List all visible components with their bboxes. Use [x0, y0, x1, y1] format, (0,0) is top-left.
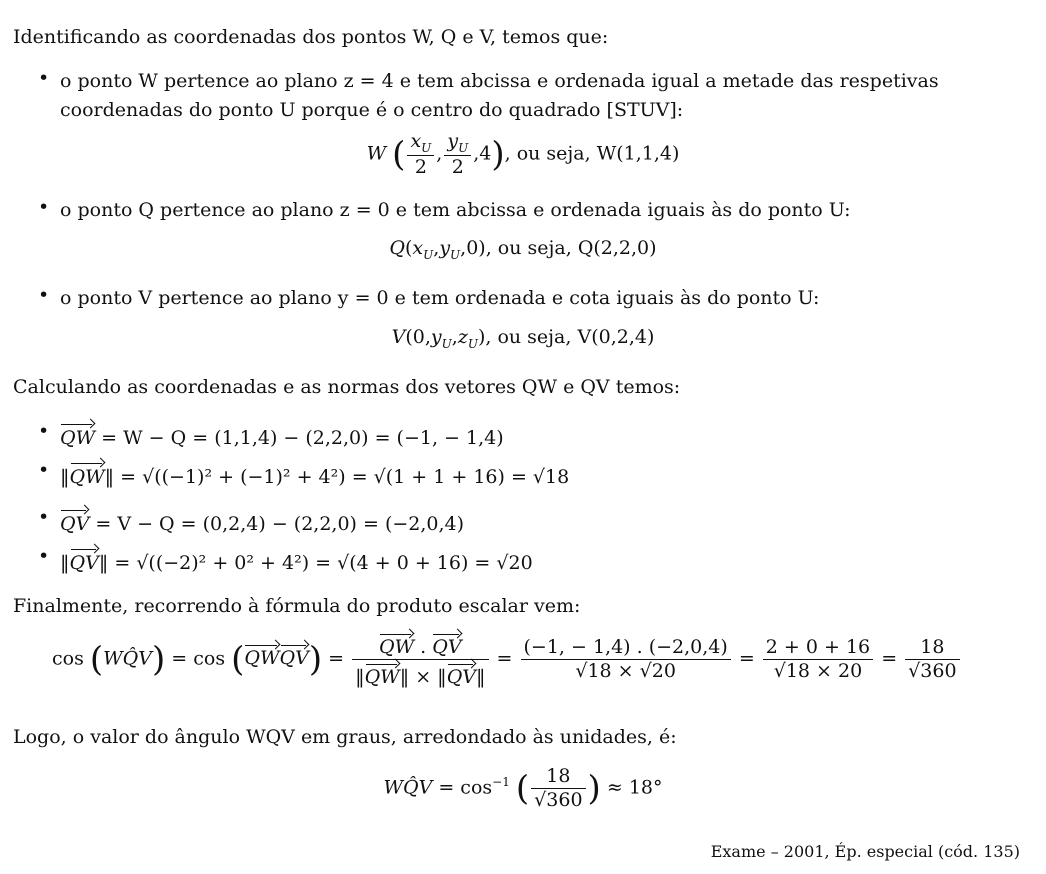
- bullet-icon: •: [38, 545, 50, 567]
- bullet-icon: •: [38, 506, 50, 528]
- final-intro-text: Finalmente, recorrendo à fórmula do produto escalar vem:: [13, 595, 581, 617]
- formula-v: $V(0,y_U,z_U)$, ou seja, V(0,2,4): [391, 326, 655, 351]
- bullet-v-text: o ponto V pertence ao plano y = 0 e tem ordenada e cota iguais às do ponto U:: [60, 287, 820, 309]
- connector-w: ou seja,: [516, 142, 591, 165]
- result-w: W(1,1,4): [596, 142, 680, 165]
- angle-result: ≈ 18°: [606, 776, 663, 799]
- document-page: Identificando as coordenadas dos pontos W, Q e V, temos que: • o ponto W pertence ao plano z = 4 e tem abcissa e ordenada igual a metade das respetivas coordenadas do ponto U porque é o centro do quadrado [STUV]: W ( $\frac{x_U}{2}$ , $\frac{y_U}{2}$ ,4), ou seja, W(1,1,4) • o ponto Q pertence ao plano z = 0 e tem abcissa e ordenada iguais às do ponto U: $Q(x_U,y_U,0)$, ou seja, Q(2,2,0) • o ponto V pertence ao plano y = 0 e tem ordenada e cota iguais às do ponto U: $V(0,y_U,z_U)$, ou seja, V(0,2,4) Calculando as coordenadas e as normas dos vetores QW e QV temos: • QW = W − Q = (1,1,4) − (2,2,0) = (−1, − 1,4) • ‖QW‖ = √((−1)² + (−1)² + 4²) = √(1 + 1 + 16) = √18 • QV = V − Q = (0,2,4) − (2,2,0) = (−2,0,4) • ‖QV‖ = √((−2)² + 0² + 4²) = √(4 + 0 + 16) = √20 Finalmente, recorrendo à fórmula do produto escalar vem: cos (WQ̂V) = cos (QWQV) = $\frac{QW . QV}{‖QW‖ \times ‖QV‖}$ = $\frac{(-1, - 1,4) . (-2,0,4)}{√18 \times √20}$ = $\frac{2 + 0 + 16}{√18 \times 20}$ = $\frac{18}{√360}$ Logo, o valor do ângulo WQV em graus, arredondado às unidades, é: WQ̂V = $\cos^{-1}$ ( $\frac{18}{√360}$ ) ≈ 18° Exame – 2001, Ép. especial (cód. 135): [0, 0, 1046, 874]
- cosine-formula: cos (WQ̂V) = cos (QWQV) = $\frac{QW . QV}{‖QW‖ \times ‖QV‖}$ = $\frac{(-1, - 1,4) . (-2,0,4)}{√18 \times √20}$ = $\frac{2 + 0 + 16}{√18 \times 20}$ = $\frac{18}{√360}$: [52, 630, 962, 689]
- source-footer: Exame – 2001, Ép. especial (cód. 135): [710, 842, 1020, 861]
- angle-intro-text: Logo, o valor do ângulo WQV em graus, arredondado às unidades, é:: [13, 726, 677, 748]
- calc-qv-norm: = √((−2)² + 0² + 4²) = √(4 + 0 + 16) = √20: [114, 552, 533, 574]
- bullet-icon: •: [38, 284, 50, 306]
- result-v: V(0,2,4): [577, 326, 655, 348]
- connector-v: ou seja,: [497, 326, 572, 348]
- calc-qw-norm: = √((−1)² + (−1)² + 4²) = √(1 + 1 + 16) = √18: [120, 466, 570, 488]
- bullet-icon: •: [38, 67, 50, 89]
- bullet-q-text: o ponto Q pertence ao plano z = 0 e tem abcissa e ordenada iguais às do ponto U:: [60, 199, 851, 221]
- formula-q: $Q(x_U,y_U,0)$, ou seja, Q(2,2,0): [389, 237, 657, 262]
- bullet-icon: •: [38, 420, 50, 442]
- calc-intro-text: Calculando as coordenadas e as normas dos vetores QW e QV temos:: [13, 376, 681, 398]
- bullet-icon: •: [38, 196, 50, 218]
- calc-qw: = W − Q = (1,1,4) − (2,2,0) = (−1, − 1,4): [101, 427, 504, 449]
- formula-w: W ( $\frac{x_U}{2}$ , $\frac{y_U}{2}$ ,4), ou seja, W(1,1,4): [366, 130, 680, 179]
- connector-q: ou seja,: [497, 237, 572, 259]
- intro-text: Identificando as coordenadas dos pontos W, Q e V, temos que:: [13, 26, 609, 48]
- calc-qv: = V − Q = (0,2,4) − (2,2,0) = (−2,0,4): [95, 513, 465, 535]
- bullet-w-text: o ponto W pertence ao plano z = 4 e tem abcissa e ordenada igual a metade das respetivas coordenadas do ponto U porque é o centro do quadrado [STUV]:: [60, 70, 939, 121]
- bullet-icon: •: [38, 459, 50, 481]
- result-q: Q(2,2,0): [577, 237, 657, 259]
- angle-formula: WQ̂V = $\cos^{-1}$ ( $\frac{18}{√360}$ ) ≈ 18°: [383, 765, 663, 811]
